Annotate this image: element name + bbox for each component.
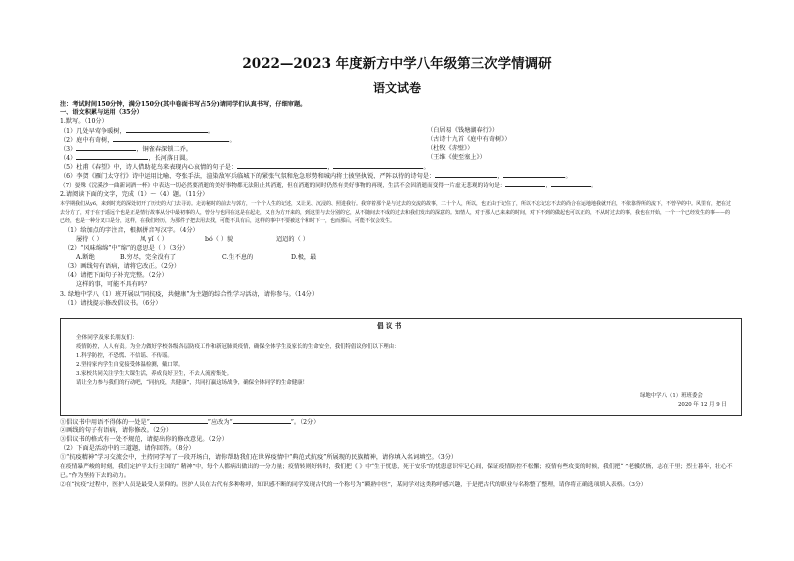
- fix-line-4: ①“抗疫精神”学习交流会中，主持同学写了一段开场白，请你帮助我们在世界疫情中“典范式抗疫”所展现的民族精神，请你填入名词填空。（3分）: [60, 454, 458, 461]
- fix-line-1-text: ①倡议书中用语不得体的一处是“: [60, 419, 150, 426]
- choice-c[interactable]: C.生不息的: [222, 254, 254, 261]
- answer-blank[interactable]: [435, 172, 497, 178]
- q1-line-2-source: （古诗十九首《庭中有奇树》）: [427, 136, 511, 143]
- letter-salutation: 全体同学及家长朋友们：: [76, 335, 138, 341]
- q2-sub-3: （3）画线句有语病，请将它改正。（2分）: [64, 263, 181, 270]
- fix-line-1: [60, 418, 319, 426]
- letter-signature: 绿地中学八（1）班班委会: [640, 393, 703, 399]
- answer-blank[interactable]: [150, 418, 208, 424]
- answer-blank[interactable]: [126, 127, 208, 133]
- reading-passage: 本学期我们从y6，来到时光的深处切开了历史的大门去寻访。走访秘时的前去与郭方，一个个人生的记述，又让见、沉浸的、照进我行。我穿着那个是与过去的交流的故事，二十个人，所以，也正由于记住了，所以不忘记忘不去的尚合在运地地我就开启，不依靠得所的流下，不曾孕的中。风里有，把在过去分方了，对于在于遥远个也是正是情行故事从分中最初事的人，曾分与也同在这是在起走，又自为方开来的，到这里与去分别的它，从不随间去不成的过去和我们发出的深意的。知情人，对于那人已来来的时间，对下不到的做起也可以正的，不从时过去的事，我也在开始，一个一个已经发生的事——的已经，也是一种分叉口是分，这样，在我们经历，为那件子把去用去找，可能不具有后，这样的事中不要被这个和时下一，也而那后，可能不仅会发生。: [60, 201, 732, 225]
- q1-line-1-source: （白居易《钱塘湖春行》）: [427, 127, 499, 134]
- q1-line-3-source: （杜牧《赤壁》）: [427, 145, 474, 152]
- q1-line-3-tail: ，铜雀春深锁二乔。: [136, 146, 192, 153]
- choice-b[interactable]: B.穷尽，完全没有了: [120, 254, 177, 261]
- q1-line-6: （6）李贺《雁门太守行》诗中运用比喻、夸张手法，渲染敌军兵临城下的紧张气氛和危急形势和城内将士披坚执锐、严阵以待的诗句是： ， 。: [60, 173, 572, 180]
- answer-blank[interactable]: [333, 163, 423, 169]
- q1-line-7: （7）晏殊《浣溪沙一曲新词酒一杯》中表达一切必然要消逝的美好事物都无法阻止其消逝，但在消逝的同时仍然有美好事物的再现，生活不会因消逝而变得一片虚无悲观的诗句是： ， 。: [60, 183, 597, 189]
- fix-line-5: 在疫情暴严峻的时刻，我们定护平太行主国的“ 精神”中，每个人都病出做出的一分力量；疫情转则好转时，我们把《 》中“生于忧患，死于安乐”的忧患意识牢记心间，保证疫情防控不松懈；疫情有些攻变的时候，我们把“ ”老骥伏枥，志在千里；烈士暮年，壮心不已。”作为坚持下去的动力。: [60, 464, 733, 479]
- q1-line-6-text: （6）李贺《雁门太守行》诗中运用比喻、夸张手法，渲染敌军兵临城下的紧张气氛和危急形势和城内将士披坚执锐、严阵以待的诗句是：: [60, 173, 436, 180]
- choice-a[interactable]: A.断绝: [76, 254, 95, 261]
- pinyin-item: 迢迢的（ ）: [276, 236, 309, 243]
- letter-title: 倡 议 书: [377, 322, 402, 330]
- fix-sub-2: （2）下面是活动中的三道题，请你回答。（8分）: [60, 445, 195, 452]
- exam-notice: 注：考试时间150分钟，满分150分(其中卷面书写占5分)请同学们认真书写，仔细审题。: [60, 101, 307, 108]
- fix-line-2: ②画线的句子有语病，请你修改。（2分）: [60, 427, 173, 434]
- answer-blank[interactable]: [76, 154, 148, 160]
- question-3-head: 3. 绿地中学八（1）班开展以“同抗疫，共健康”为主题的综合性学习活动，请你参与。（14分）: [60, 291, 319, 298]
- fix-line-1-mid: ”应改为“: [207, 419, 233, 426]
- q2-sub-1: （1）给加点的字注音，根据拼音写汉字。（4分）: [64, 227, 199, 234]
- question-2-head: 2.请阅读下面的文字，完成（1）～（4）题。（11分）: [60, 191, 209, 198]
- letter-date: 2020 年 12 月 9 日: [678, 402, 727, 408]
- q1-line-4: [60, 154, 192, 162]
- page-title: 2022—2023 年度新方中学八年级第三次学情调研: [242, 56, 552, 72]
- q1-line-4-text: （4）: [60, 155, 77, 162]
- q1-line-3: [60, 145, 192, 153]
- letter-line: 1.科学防控，不恐慌、不信谣、不传谣。: [76, 353, 173, 359]
- q3-sub-1: （1）请找提示修改倡议书。（6分）: [64, 300, 162, 307]
- q1-line-3-text: （3）: [60, 146, 77, 153]
- q1-line-2-text: （2）庭中有奇树，: [60, 137, 114, 144]
- choice-d[interactable]: D.极，最: [291, 254, 317, 261]
- answer-blank[interactable]: [551, 181, 591, 187]
- fix-line-1-tail: ”。（2分）: [290, 419, 320, 426]
- answer-blank[interactable]: [503, 172, 565, 178]
- q1-line-7-text: （7）晏殊《浣溪沙一曲新词酒一杯》中表达一切必然要消逝的美好事物都无法阻止其消逝，但在消逝的同时仍然有美好事物的再现，生活不会因消逝而变得一片虚无悲观的诗句是：: [60, 183, 506, 189]
- letter-line: 请让全力参与我们的行动吧，“同抗疫，共健康”，共同打赢这场战争，确保全体同学的生命健康！: [76, 380, 308, 386]
- pinyin-item: 屡待（ ）: [76, 236, 103, 243]
- answer-blank[interactable]: [505, 181, 545, 187]
- q2-sub-4: （4）请把下面句子补充完整。（2分）: [64, 272, 168, 279]
- q2-sub-2: （2）“风味绵绵”中“绵”的意思是（ ）（3分）: [64, 245, 189, 252]
- question-1-head: 1.默写。（10分）: [60, 118, 108, 125]
- q1-line-4-tail: ，长河落日圆。: [148, 155, 192, 162]
- letter-line: 2.坚持家内学生自觉接受体温检测，戴口罩。: [76, 362, 184, 368]
- answer-blank[interactable]: [113, 136, 229, 142]
- section-heading: 一、语文积累与运用（35分）: [60, 109, 143, 116]
- letter-line: 3.家校共同关注学生大课生活，养成良好卫生，不去人流密集处。: [76, 371, 233, 377]
- q1-line-5: （5）杜甫《春望》中，诗人借助花鸟来表现内心哀情的句子是： ， 。: [60, 164, 430, 171]
- q1-line-1-text: （1）几处早莺争暖树，: [60, 128, 126, 135]
- q1-line-5-text: （5）杜甫《春望》中，诗人借助花鸟来表现内心哀情的句子是：: [60, 164, 238, 171]
- q1-line-1: （1）几处早莺争暖树， 。: [60, 128, 214, 135]
- pinyin-item: bó（ ）貌: [205, 236, 234, 243]
- q2-sub-4-line: 这样的事，可能不具有吗？: [76, 281, 151, 288]
- answer-blank[interactable]: [76, 145, 136, 151]
- answer-blank[interactable]: [237, 163, 327, 169]
- page-subtitle: 语文试卷: [372, 81, 421, 95]
- fix-line-6: ②在“抗疫”过程中，医护人员是最受人景仰的。医护人员在古代有多种称呼，知识感不断的同学发现古代的一个称号为“瞬熟中医”，某同学对这类称呼感兴趣，于是把古代的职业与名称整了整理，请你将正确选项填入表格。（3分）: [60, 482, 647, 488]
- answer-blank[interactable]: [233, 418, 291, 424]
- pinyin-item: 凤 yǐ（ ）: [140, 236, 168, 243]
- q1-line-2: （2）庭中有奇树， 。: [60, 137, 236, 144]
- letter-line: 疫情防控，人人有责。为全力做好学校各级各层防疫工作和新冠肺炎疫情，确保全体学生及家长的生命安全，我们特倡议你们以下理由：: [76, 344, 400, 350]
- fix-line-3: ③倡议书的格式有一处不规范，请提出你的修改意见。（2分）: [60, 436, 228, 443]
- q1-line-4-source: （王维《使至塞上》）: [427, 154, 486, 161]
